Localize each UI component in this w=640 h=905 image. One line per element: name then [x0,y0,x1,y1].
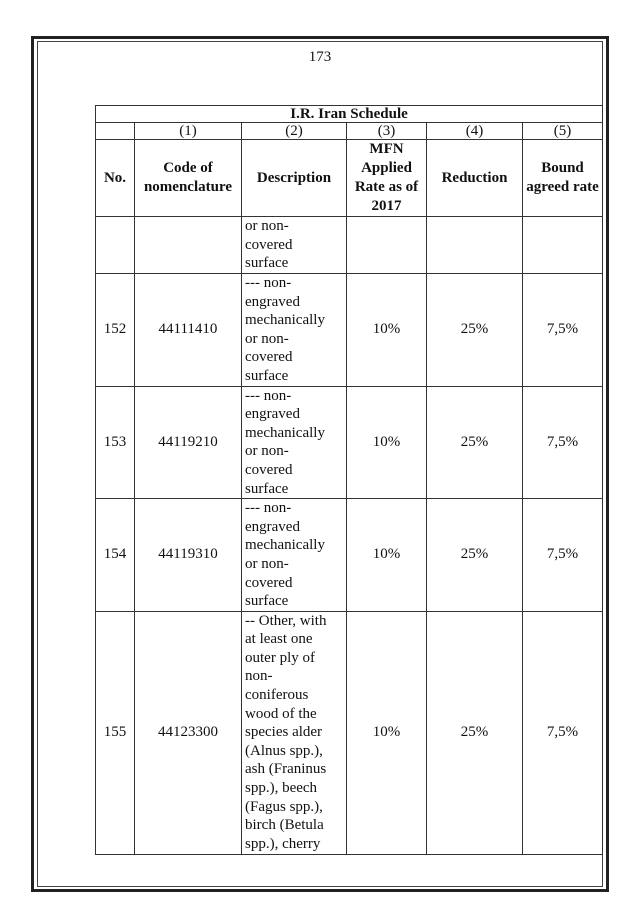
cell-reduction: 25% [427,611,523,854]
cell-description [242,386,347,499]
description-line: engraved [245,518,300,535]
cell-bound-rate: 7,5% [523,499,603,612]
iran-schedule-table [95,105,603,855]
column-number: (5) [523,123,603,140]
description-line: ash (Franinus [245,761,327,778]
header-reduction: Reduction [427,140,523,217]
description-line: -- Other, with [245,612,327,629]
table-title: I.R. Iran Schedule [96,106,603,123]
cell-bound-rate: 7,5% [523,274,603,387]
column-number [96,123,135,140]
description-line: surface [245,367,289,384]
description-line: (Alnus spp.), [245,742,323,759]
cell-no: 152 [96,274,135,387]
description-line: or non- [245,443,289,460]
cell-reduction: 25% [427,499,523,612]
cell-mfn-rate [347,217,427,274]
description-line: surface [245,255,289,272]
cell-reduction [427,217,523,274]
description-line: (Fagus spp.), [245,798,323,815]
cell-bound-rate: 7,5% [523,611,603,854]
page-number: 173 [308,49,332,65]
cell-bound-rate: 7,5% [523,386,603,499]
description-line: wood of the [245,705,317,722]
description-line: spp.), cherry [245,835,321,852]
cell-code: 44119210 [135,386,242,499]
description-line: --- non- [245,275,292,291]
description-line: spp.), beech [245,780,318,797]
cell-description [242,611,347,854]
description-line: --- non- [245,387,292,404]
description-line: birch (Betula [245,817,324,834]
table-title-row [96,106,603,123]
description-line: engraved [245,293,300,310]
cell-no: 154 [96,499,135,612]
header-no: No. [96,140,135,217]
description-line: mechanically [245,312,325,329]
cell-mfn-rate: 10% [347,274,427,387]
cell-reduction: 25% [427,274,523,387]
description-line: mechanically [245,537,325,554]
cell-description [242,217,347,274]
header-description: Description [242,140,347,217]
description-line: engraved [245,406,300,423]
description-line: outer ply of [245,649,315,666]
description-line: coniferous [245,687,309,704]
table-row [96,217,603,274]
description-line: or non- [245,330,289,347]
cell-code: 44111410 [135,274,242,387]
cell-mfn-rate: 10% [347,611,427,854]
cell-reduction: 25% [427,386,523,499]
description-line: or non- [245,218,289,234]
description-line: surface [245,480,289,497]
description-line: covered [245,236,293,253]
description-line: at least one [245,631,313,648]
cell-mfn-rate: 10% [347,499,427,612]
cell-code: 44123300 [135,611,242,854]
column-number: (1) [135,123,242,140]
column-number: (4) [427,123,523,140]
column-number-row [96,123,603,140]
header-bound-rate: Bound agreed rate [523,140,603,217]
header-code: Code of nomenclature [135,140,242,217]
cell-description [242,499,347,612]
column-header-row [96,140,603,217]
description-line: or non- [245,555,289,572]
column-number: (3) [347,123,427,140]
table-row [96,611,603,854]
header-mfn-rate: MFN Applied Rate as of 2017 [347,140,427,217]
description-line: mechanically [245,424,325,441]
cell-no [96,217,135,274]
table-row [96,274,603,387]
column-number: (2) [242,123,347,140]
description-line: covered [245,574,293,591]
description-line: species alder [245,724,323,741]
description-line: non- [245,668,273,685]
cell-no: 155 [96,611,135,854]
description-line: covered [245,461,293,478]
cell-description [242,274,347,387]
description-line: covered [245,349,293,366]
table-row [96,386,603,499]
cell-mfn-rate: 10% [347,386,427,499]
description-line: --- non- [245,500,292,517]
description-line: surface [245,593,289,610]
cell-bound-rate [523,217,603,274]
cell-no: 153 [96,386,135,499]
cell-code: 44119310 [135,499,242,612]
cell-code [135,217,242,274]
table-row [96,499,603,612]
